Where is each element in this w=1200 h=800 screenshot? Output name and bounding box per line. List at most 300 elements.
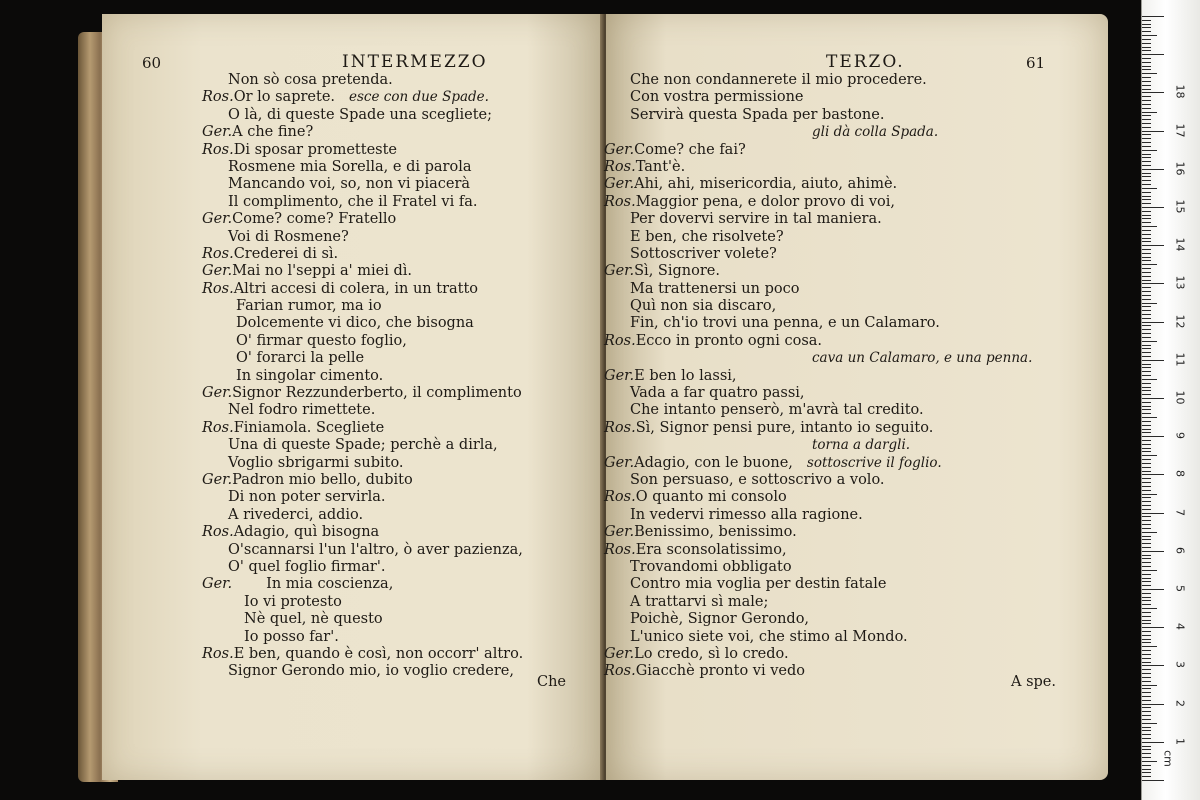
text-line xyxy=(220,542,523,559)
ruler-tick xyxy=(1142,700,1151,701)
stage-direction: gli dà colla Spada. xyxy=(812,124,939,141)
ruler-tick xyxy=(1142,547,1151,548)
stage-direction: sottoscrive il foglio. xyxy=(806,454,942,471)
ruler-tick xyxy=(1142,66,1151,67)
ruler-tick xyxy=(1142,360,1164,361)
ruler-tick xyxy=(1142,371,1151,372)
ruler-tick xyxy=(1142,20,1151,21)
verse-text: Rosmene mia Sorella, e di parola xyxy=(228,158,472,175)
ruler-tick xyxy=(1142,73,1157,74)
text-line xyxy=(604,159,1032,176)
ruler-tick xyxy=(1142,379,1157,380)
text-line xyxy=(220,107,523,124)
ruler-tick xyxy=(1142,287,1151,288)
speaker-label: Ros. xyxy=(202,419,234,436)
ruler-tick xyxy=(1142,593,1151,594)
ruler-tick xyxy=(1142,383,1151,384)
ruler-tick xyxy=(1142,600,1151,601)
ruler-tick xyxy=(1142,272,1151,273)
ruler-tick xyxy=(1142,398,1164,399)
verse-text: Contro mia voglia per destin fatale xyxy=(630,576,887,593)
ruler-tick xyxy=(1142,16,1164,17)
ruler-tick xyxy=(1142,555,1151,556)
ruler-tick xyxy=(1142,211,1151,212)
ruler-tick xyxy=(1142,685,1157,686)
verse-text: Sottoscriver volete? xyxy=(630,245,777,262)
text-line xyxy=(220,368,523,385)
text-line xyxy=(220,437,523,454)
text-line xyxy=(220,229,523,246)
verse-text: Il complimento, che il Fratel vi fa. xyxy=(228,193,478,210)
ruler-tick xyxy=(1142,406,1151,407)
verse-text: Io vi protesto xyxy=(244,593,342,610)
verse-text: Finiamola. Scegliete xyxy=(233,419,385,436)
text-line xyxy=(604,420,1032,437)
ruler-tick xyxy=(1142,364,1151,365)
ruler-tick xyxy=(1142,463,1151,464)
ruler-tick xyxy=(1142,27,1151,28)
ruler-tick xyxy=(1142,749,1151,750)
text-line xyxy=(220,194,523,211)
ruler-number: 7 xyxy=(1173,508,1187,516)
text-line xyxy=(220,611,523,628)
verse-text: Con vostra permissione xyxy=(630,89,804,106)
speaker-label: Ros. xyxy=(604,419,636,436)
ruler-tick xyxy=(1142,283,1164,284)
ruler-tick xyxy=(1142,673,1151,674)
text-line xyxy=(622,385,1032,402)
text-line xyxy=(622,211,1032,228)
ruler-tick xyxy=(1142,520,1151,521)
ruler-number: 14 xyxy=(1173,237,1187,252)
ruler-tick xyxy=(1142,623,1151,624)
ruler-number: 11 xyxy=(1173,352,1187,367)
verse-text: Voi di Rosmene? xyxy=(228,228,349,245)
speaker-label: Ger. xyxy=(604,263,635,280)
speaker-label: Ger. xyxy=(604,176,635,193)
text-line xyxy=(202,211,523,228)
ruler-tick xyxy=(1142,654,1151,655)
verse-text: Fin, ch'io trovi una penna, e un Calamaro. xyxy=(630,315,940,332)
verse-text: Giacchè pronto vi vedo xyxy=(635,663,806,680)
ruler-tick xyxy=(1142,257,1151,258)
ruler-tick xyxy=(1142,89,1151,90)
ruler-tick xyxy=(1142,581,1151,582)
verse-text: Adagio, quì bisogna xyxy=(233,524,380,541)
ruler-tick xyxy=(1142,306,1151,307)
ruler-tick xyxy=(1142,291,1151,292)
ruler-number: 6 xyxy=(1173,546,1187,554)
ruler-tick xyxy=(1142,264,1157,265)
speaker-label: Ger. xyxy=(604,141,635,158)
stage-direction: torna a dargli. xyxy=(812,437,911,454)
verse-text: Voglio sbrigarmi subito. xyxy=(228,454,404,471)
text-line xyxy=(622,350,1032,367)
ruler-tick xyxy=(1142,184,1151,185)
ruler-tick xyxy=(1142,677,1151,678)
text-line xyxy=(202,124,523,141)
ruler-tick xyxy=(1142,69,1151,70)
ruler-tick xyxy=(1142,207,1164,208)
ruler-tick xyxy=(1142,742,1164,743)
text-line xyxy=(220,594,523,611)
text-line xyxy=(622,72,1032,89)
ruler-tick xyxy=(1142,711,1151,712)
verse-text: Era sconsolatissimo, xyxy=(635,541,787,558)
ruler-tick xyxy=(1142,62,1151,63)
ruler-tick xyxy=(1142,394,1151,395)
ruler-tick xyxy=(1142,192,1151,193)
ruler-tick xyxy=(1142,39,1151,40)
speaker-label: Ros. xyxy=(202,141,234,158)
verse-text: Per dovervi servire in tal maniera. xyxy=(630,211,882,228)
ruler-number: 10 xyxy=(1173,390,1187,405)
ruler-tick xyxy=(1142,566,1151,567)
verse-text: A rivederci, addio. xyxy=(228,506,364,523)
ruler-tick xyxy=(1142,665,1164,666)
ruler-tick xyxy=(1142,570,1157,571)
ruler-tick xyxy=(1142,138,1151,139)
text-line xyxy=(604,176,1032,193)
ruler-number: 8 xyxy=(1173,470,1187,478)
ruler-tick xyxy=(1142,295,1151,296)
ruler-tick xyxy=(1142,658,1151,659)
ruler-tick xyxy=(1142,723,1157,724)
ruler-tick xyxy=(1142,478,1151,479)
text-line xyxy=(604,489,1032,506)
text-line xyxy=(220,315,523,332)
ruler-tick xyxy=(1142,612,1151,613)
ruler-tick xyxy=(1142,642,1151,643)
verse-text: Una di queste Spade; perchè a dirla, xyxy=(228,437,498,454)
verse-text: Servirà questa Spada per bastone. xyxy=(630,106,885,123)
verse-text: Nel fodro rimettete. xyxy=(228,402,376,419)
ruler-tick xyxy=(1142,688,1151,689)
text-line xyxy=(220,629,523,646)
text-line xyxy=(220,663,523,680)
text-line xyxy=(202,576,523,593)
speaker-label: Ros. xyxy=(202,89,234,106)
text-line xyxy=(622,124,1032,141)
speaker-label: Ger. xyxy=(604,367,635,384)
ruler-tick xyxy=(1142,276,1151,277)
text-line xyxy=(622,246,1032,263)
ruler-tick xyxy=(1142,50,1151,51)
ruler-tick xyxy=(1142,497,1151,498)
ruler-tick xyxy=(1142,77,1151,78)
ruler-number: 17 xyxy=(1173,123,1187,138)
ruler-tick xyxy=(1142,387,1151,388)
ruler-tick xyxy=(1142,245,1164,246)
ruler-tick xyxy=(1142,558,1151,559)
left-page xyxy=(102,14,602,780)
ruler-tick xyxy=(1142,627,1164,628)
ruler-tick xyxy=(1142,402,1151,403)
speaker-label: Ger. xyxy=(202,385,233,402)
ruler-tick xyxy=(1142,455,1157,456)
verse-text: Farian rumor, ma io xyxy=(236,298,382,315)
ruler-tick xyxy=(1142,230,1151,231)
ruler-tick xyxy=(1142,333,1151,334)
text-line xyxy=(622,472,1032,489)
ruler-tick xyxy=(1142,509,1151,510)
ruler-number: 5 xyxy=(1173,585,1187,592)
text-line xyxy=(220,298,523,315)
ruler-tick xyxy=(1142,150,1157,151)
ruler-tick xyxy=(1142,604,1151,605)
verse-text: Che intanto penserò, m'avrà tal credito. xyxy=(630,402,924,419)
text-line xyxy=(202,472,523,489)
ruler-tick xyxy=(1142,448,1151,449)
text-line xyxy=(622,507,1032,524)
ruler-unit-label: cm xyxy=(1161,750,1175,767)
ruler-tick xyxy=(1142,719,1151,720)
ruler-tick xyxy=(1142,100,1151,101)
text-line xyxy=(220,559,523,576)
text-line xyxy=(622,629,1032,646)
ruler-number: 3 xyxy=(1173,661,1187,669)
ruler-tick xyxy=(1142,325,1151,326)
ruler-tick xyxy=(1142,314,1151,315)
verse-text: Signor Gerondo mio, io voglio credere, xyxy=(228,663,514,680)
text-line xyxy=(622,107,1032,124)
ruler-tick xyxy=(1142,226,1157,227)
ruler-tick xyxy=(1142,474,1164,475)
ruler-tick xyxy=(1142,776,1151,777)
ruler-tick xyxy=(1142,780,1164,781)
text-block xyxy=(604,72,1033,681)
verse-text: Benissimo, benissimo. xyxy=(634,524,797,541)
text-line xyxy=(202,89,523,106)
verse-text: O' quel foglio firmar'. xyxy=(228,558,386,575)
ruler-tick xyxy=(1142,131,1164,132)
ruler-tick xyxy=(1142,757,1151,758)
ruler-tick xyxy=(1142,738,1151,739)
speaker-label: Ros. xyxy=(604,193,636,210)
running-header: TERZO. xyxy=(826,52,905,72)
ruler-tick xyxy=(1142,578,1151,579)
ruler-tick xyxy=(1142,715,1151,716)
ruler-tick xyxy=(1142,761,1157,762)
ruler-tick xyxy=(1142,413,1151,414)
text-line xyxy=(622,298,1032,315)
ruler-tick xyxy=(1142,681,1151,682)
ruler-tick xyxy=(1142,303,1157,304)
ruler-number: 12 xyxy=(1173,314,1187,329)
text-line xyxy=(622,402,1032,419)
ruler-tick xyxy=(1142,597,1151,598)
ruler-tick xyxy=(1142,96,1151,97)
ruler-tick xyxy=(1142,753,1151,754)
ruler-number: 13 xyxy=(1173,275,1187,290)
text-line xyxy=(622,229,1032,246)
running-header: INTERMEZZO xyxy=(342,52,488,72)
ruler-number: 4 xyxy=(1173,623,1187,631)
verse-text: Nè quel, nè questo xyxy=(244,611,383,628)
ruler-tick xyxy=(1142,631,1151,632)
text-line xyxy=(604,455,1032,472)
ruler-tick xyxy=(1142,218,1151,219)
ruler-tick xyxy=(1142,543,1151,544)
catchword: Che xyxy=(537,674,567,690)
verse-text: Quì non sia discaro, xyxy=(630,298,777,315)
ruler-tick xyxy=(1142,390,1151,391)
ruler-tick xyxy=(1142,425,1151,426)
text-line xyxy=(202,385,523,402)
ruler-tick xyxy=(1142,639,1151,640)
verse-text: O' forarci la pelle xyxy=(236,350,365,367)
ruler-tick xyxy=(1142,513,1164,514)
ruler-number: 2 xyxy=(1173,699,1187,707)
ruler-tick xyxy=(1142,108,1151,109)
text-line xyxy=(622,594,1032,611)
ruler-tick xyxy=(1142,188,1157,189)
ruler-tick xyxy=(1142,524,1151,525)
verse-text: Non sò cosa pretenda. xyxy=(228,72,393,88)
verse-text: Padron mio bello, dubito xyxy=(232,471,413,488)
ruler-tick xyxy=(1142,249,1151,250)
ruler-tick xyxy=(1142,199,1151,200)
ruler-tick xyxy=(1142,81,1151,82)
text-line xyxy=(220,489,523,506)
ruler-tick xyxy=(1142,451,1151,452)
ruler-tick xyxy=(1142,234,1151,235)
verse-text: Lo credo, sì lo credo. xyxy=(634,645,789,662)
ruler-tick xyxy=(1142,345,1151,346)
ruler-tick xyxy=(1142,707,1151,708)
text-line xyxy=(604,646,1032,663)
speaker-label: Ger. xyxy=(202,211,233,228)
ruler-tick xyxy=(1142,241,1151,242)
text-line xyxy=(604,542,1032,559)
ruler-tick xyxy=(1142,436,1164,437)
verse-text: Mancando voi, so, non vi piacerà xyxy=(228,176,471,193)
text-line xyxy=(202,281,523,298)
ruler-number: 15 xyxy=(1173,199,1187,214)
text-line xyxy=(220,455,523,472)
text-line xyxy=(604,142,1032,159)
ruler-tick xyxy=(1142,222,1151,223)
verse-text: O là, di queste Spade una scegliete; xyxy=(228,106,493,123)
ruler-tick xyxy=(1142,421,1151,422)
speaker-label: Ger. xyxy=(604,645,635,662)
verse-text: Crederei di sì. xyxy=(233,245,339,262)
text-line xyxy=(622,611,1032,628)
ruler-tick xyxy=(1142,505,1151,506)
ruler-tick xyxy=(1142,348,1151,349)
page-number: 61 xyxy=(1026,54,1046,72)
ruler-tick xyxy=(1142,356,1151,357)
ruler-tick xyxy=(1142,444,1151,445)
verse-text: Altri accesi di colera, in un tratto xyxy=(233,280,479,297)
ruler-number: 18 xyxy=(1173,84,1187,99)
ruler-tick xyxy=(1142,253,1151,254)
ruler-tick xyxy=(1142,169,1164,170)
ruler-tick xyxy=(1142,367,1151,368)
speaker-label: Ros. xyxy=(604,332,636,349)
ruler-tick xyxy=(1142,494,1157,495)
ruler-tick xyxy=(1142,375,1151,376)
verse-text: Sì, Signore. xyxy=(634,263,720,280)
ruler-tick xyxy=(1142,161,1151,162)
ruler-tick xyxy=(1142,551,1164,552)
speaker-label: Ros. xyxy=(202,524,234,541)
verse-text: Sì, Signor pensi pure, intanto io seguito. xyxy=(635,419,934,436)
ruler-tick xyxy=(1142,24,1151,25)
ruler-tick xyxy=(1142,536,1151,537)
ruler-tick xyxy=(1142,134,1151,135)
verse-text: Ma trattenersi un poco xyxy=(630,280,800,297)
ruler-tick xyxy=(1142,585,1151,586)
speaker-label: Ros. xyxy=(202,645,234,662)
ruler-tick xyxy=(1142,203,1151,204)
verse-text: O' firmar questo foglio, xyxy=(236,332,407,349)
open-book xyxy=(78,14,1108,786)
ruler-tick xyxy=(1142,528,1151,529)
text-line xyxy=(604,333,1032,350)
ruler-tick xyxy=(1142,85,1151,86)
ruler-tick xyxy=(1142,589,1164,590)
text-line xyxy=(604,263,1032,280)
verse-text: Di sposar prometteste xyxy=(233,141,398,158)
ruler-tick xyxy=(1142,646,1157,647)
text-line xyxy=(622,315,1032,332)
ruler-tick xyxy=(1142,746,1151,747)
ruler-tick xyxy=(1142,127,1151,128)
ruler-tick xyxy=(1142,471,1151,472)
ruler-tick xyxy=(1142,104,1151,105)
ruler-tick xyxy=(1142,501,1151,502)
text-line xyxy=(622,559,1032,576)
ruler-tick xyxy=(1142,58,1151,59)
verse-text: Adagio, con le buone, xyxy=(634,454,793,471)
verse-text: L'unico siete voi, che stimo al Mondo. xyxy=(630,628,908,645)
text-line xyxy=(202,524,523,541)
ruler-tick xyxy=(1142,173,1151,174)
ruler-tick xyxy=(1142,176,1151,177)
speaker-label: Ros. xyxy=(604,541,636,558)
ruler-tick xyxy=(1142,35,1157,36)
verse-text: Dolcemente vi dico, che bisogna xyxy=(236,315,474,332)
speaker-label: Ger. xyxy=(202,471,233,488)
ruler-tick xyxy=(1142,215,1151,216)
ruler-tick xyxy=(1142,318,1151,319)
ruler-tick xyxy=(1142,54,1164,55)
verse-text: Che non condannerete il mio procedere. xyxy=(630,72,927,88)
ruler-tick xyxy=(1142,696,1151,697)
speaker-label: Ger. xyxy=(604,454,635,471)
text-line xyxy=(220,333,523,350)
ruler-tick xyxy=(1142,238,1151,239)
ruler-tick xyxy=(1142,280,1151,281)
ruler-tick xyxy=(1142,486,1151,487)
speaker-label: Ger. xyxy=(202,263,233,280)
verse-text: Io posso far'. xyxy=(244,628,339,645)
ruler-tick xyxy=(1142,299,1151,300)
verse-text: O'scannarsi l'un l'altro, ò aver pazienza, xyxy=(228,541,523,558)
text-line xyxy=(220,159,523,176)
ruler-tick xyxy=(1142,620,1151,621)
ruler-tick xyxy=(1142,539,1151,540)
text-line xyxy=(202,246,523,263)
verse-text: Signor Rezzunderberto, il complimento xyxy=(232,385,522,402)
ruler-tick xyxy=(1142,329,1151,330)
catchword: A spe. xyxy=(1011,674,1056,690)
right-page xyxy=(606,14,1108,780)
text-line xyxy=(202,263,523,280)
verse-text: In singolar cimento. xyxy=(236,367,384,384)
text-line xyxy=(220,176,523,193)
